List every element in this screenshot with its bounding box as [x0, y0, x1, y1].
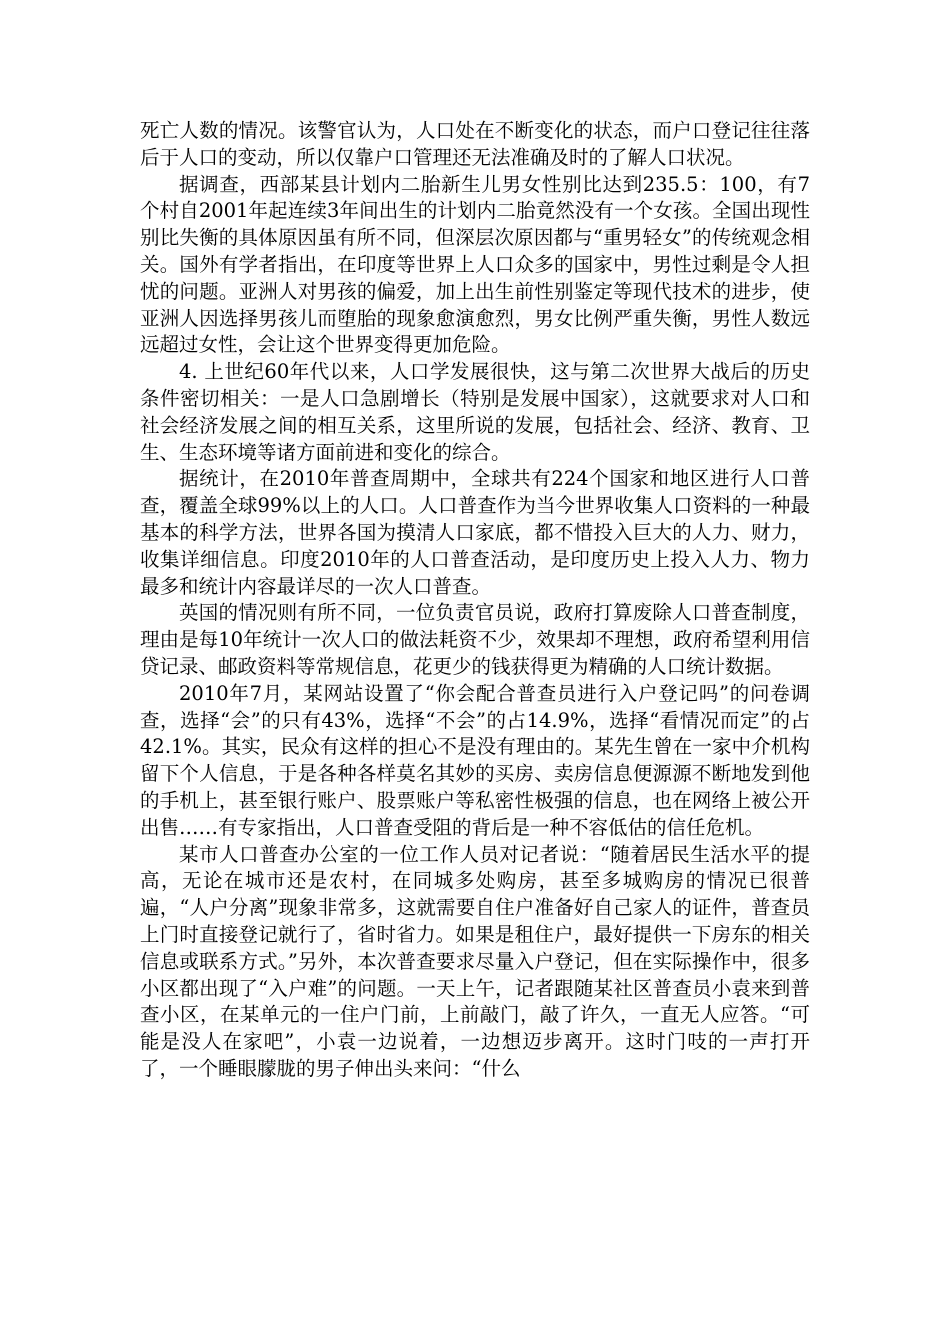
document-page	[140, 118, 810, 1083]
paragraph-7: 某市人口普查办公室的一位工作人员对记者说：“随着居民生活水平的提高，无论在城市还是农村，在同城多处购房，甚至多城购房的情况已很普遍，“人户分离”现象非常多，这就需要自住户准备好自己家人的证件，普查员上门时直接登记就行了，省时省力。如果是租住户，最好提供一下房东的相关信息或联系方式。”另外，本次普查要求尽量入户登记，但在实际操作中，很多小区都出现了“入户难”的问题。一天上午，记者跟随某社区普查员小袁来到普查小区，在某单元的一住户门前，上前敲门，敲了许久，一直无人应答。“可能是没人在家吧”，小袁一边说着，一边想迈步离开。这时门吱的一声打开了，一个睡眼朦胧的男子伸出头来问：“什么	[140, 842, 810, 1080]
paragraph-2: 据调查，西部某县计划内二胎新生儿男女性别比达到235.5：100，有7个村自2001年起连续3年间出生的计划内二胎竟然没有一个女孩。全国出现性别比失衡的具体原因虽有所不同，但深层次原因都与“重男轻女”的传统观念相关。国外有学者指出，在印度等世界上人口众多的国家中，男性过剩是令人担忧的问题。亚洲人对男孩的偏爱，加上出生前性别鉴定等现代技术的进步，使亚洲人因选择男孩儿而堕胎的现象愈演愈烈，男女比例严重失衡，男性人数远远超过女性，会让这个世界变得更加危险。	[140, 172, 810, 357]
paragraph-6: 2010年7月，某网站设置了“你会配合普查员进行入户登记吗”的问卷调查，选择“会”的只有43%，选择“不会”的占14.9%，选择“看情况而定”的占42.1%。其实，民众有这样的担心不是没有理由的。某先生曾在一家中介机构留下个人信息，于是各种各样莫名其妙的买房、卖房信息便源源不断地发到他的手机上，甚至银行账户、股票账户等私密性极强的信息，也在网络上被公开出售……有专家指出，人口普查受阻的背后是一种不容低估的信任危机。	[140, 681, 810, 839]
paragraph-1: 死亡人数的情况。该警官认为，人口处在不断变化的状态，而户口登记往往落后于人口的变动，所以仅靠户口管理还无法准确及时的了解人口状况。	[140, 119, 810, 169]
paragraph-5: 英国的情况则有所不同，一位负责官员说，政府打算废除人口普查制度，理由是每10年统计一次人口的做法耗资不少，效果却不理想，政府希望利用信贷记录、邮政资料等常规信息，花更少的钱获得更为精确的人口统计数据。	[140, 601, 810, 678]
paragraph-4: 据统计，在2010年普查周期中，全球共有224个国家和地区进行人口普查，覆盖全球99%以上的人口。人口普查作为当今世界收集人口资料的一种最基本的科学方法，世界各国为摸清人口家底，都不惜投入巨大的人力、财力，收集详细信息。印度2010年的人口普查活动，是印度历史上投入人力、物力最多和统计内容最详尽的一次人口普查。	[140, 467, 810, 598]
paragraph-3: 4. 上世纪60年代以来，人口学发展很快，这与第二次世界大战后的历史条件密切相关：一是人口急剧增长（特别是发展中国家），这就要求对人口和社会经济发展之间的相互关系，这里所说的发展，包括社会、经济、教育、卫生、生态环境等诸方面前进和变化的综合。	[140, 360, 810, 464]
